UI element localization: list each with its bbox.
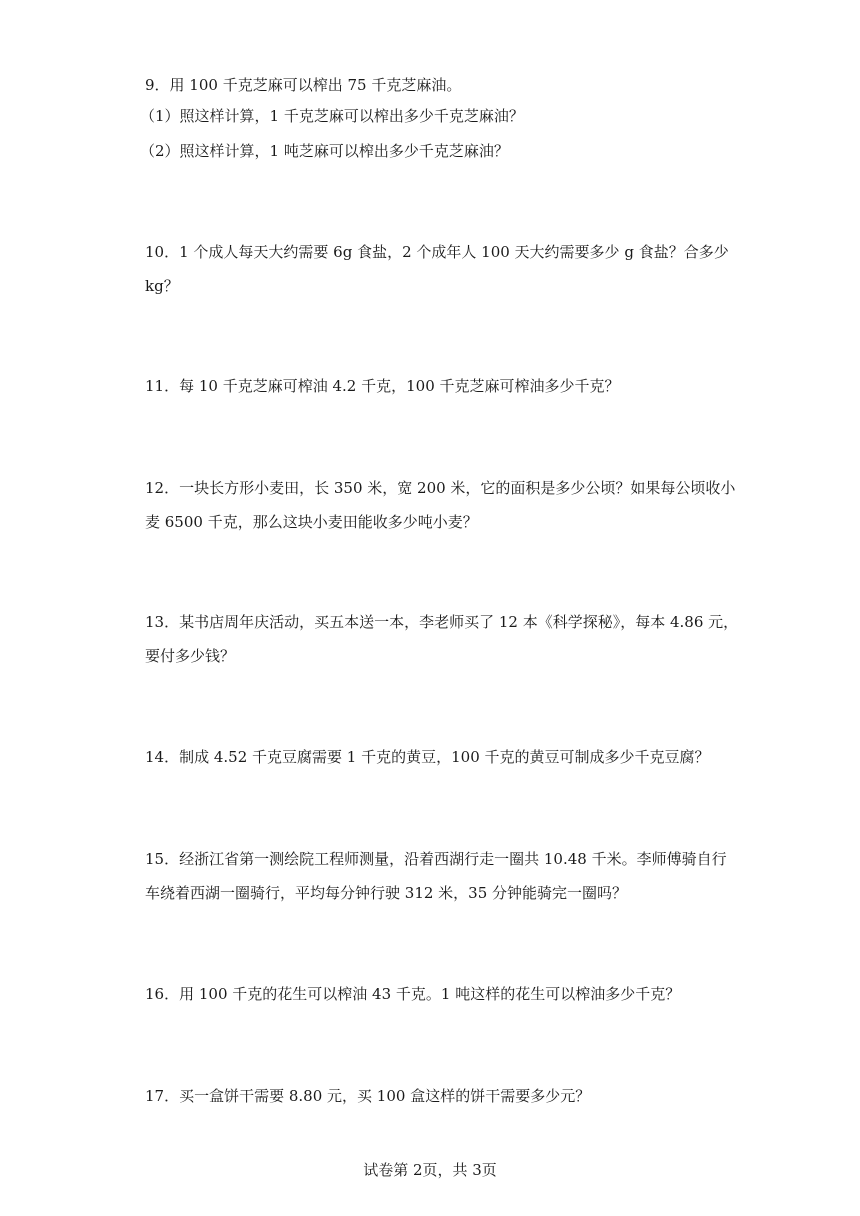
question-text-continued: 麦 6500 千克，那么这块小麦田能收多少吨小麦？: [145, 513, 478, 531]
sub-question-1: （1）照这样计算，1 千克芝麻可以榨出多少千克芝麻油？: [140, 107, 524, 125]
question-text: 11．每 10 千克芝麻可榨油 4.2 千克，100 千克芝麻可榨油多少千克？: [145, 377, 620, 395]
question-text-continued: 要付多少钱？: [145, 647, 236, 665]
question-text: 13．某书店周年庆活动，买五本送一本，李老师买了 12 本《科学探秘》，每本 4.86 元，: [145, 613, 739, 631]
question-text: 12．一块长方形小麦田，长 350 米，宽 200 米，它的面积是多少公顷？如果每公顷收小: [145, 479, 736, 497]
question-text: 10．1 个成人每天大约需要 6g 食盐，2 个成年人 100 天大约需要多少 g 食盐？合多少: [145, 243, 729, 261]
sub-question-2: （2）照这样计算，1 吨芝麻可以榨出多少千克芝麻油？: [140, 142, 509, 160]
question-text: 9．用 100 千克芝麻可以榨出 75 千克芝麻油。: [145, 76, 462, 94]
question-text: 15．经浙江省第一测绘院工程师测量，沿着西湖行走一圈共 10.48 千米。李师傅骑自行: [145, 850, 727, 868]
question-text-continued: 车绕着西湖一圈骑行，平均每分钟行驶 312 米，35 分钟能骑完一圈吗？: [145, 884, 628, 902]
question-text: 14．制成 4.52 千克豆腐需要 1 千克的黄豆，100 千克的黄豆可制成多少千克豆腐？: [145, 748, 710, 766]
question-text: 17．买一盒饼干需要 8.80 元，买 100 盒这样的饼干需要多少元？: [145, 1087, 591, 1105]
question-text: 16．用 100 千克的花生可以榨油 43 千克。1 吨这样的花生可以榨油多少千克？: [145, 985, 681, 1003]
page-footer: 试卷第 2页，共 3页: [363, 1161, 497, 1179]
question-text-continued: kg？: [145, 277, 179, 295]
